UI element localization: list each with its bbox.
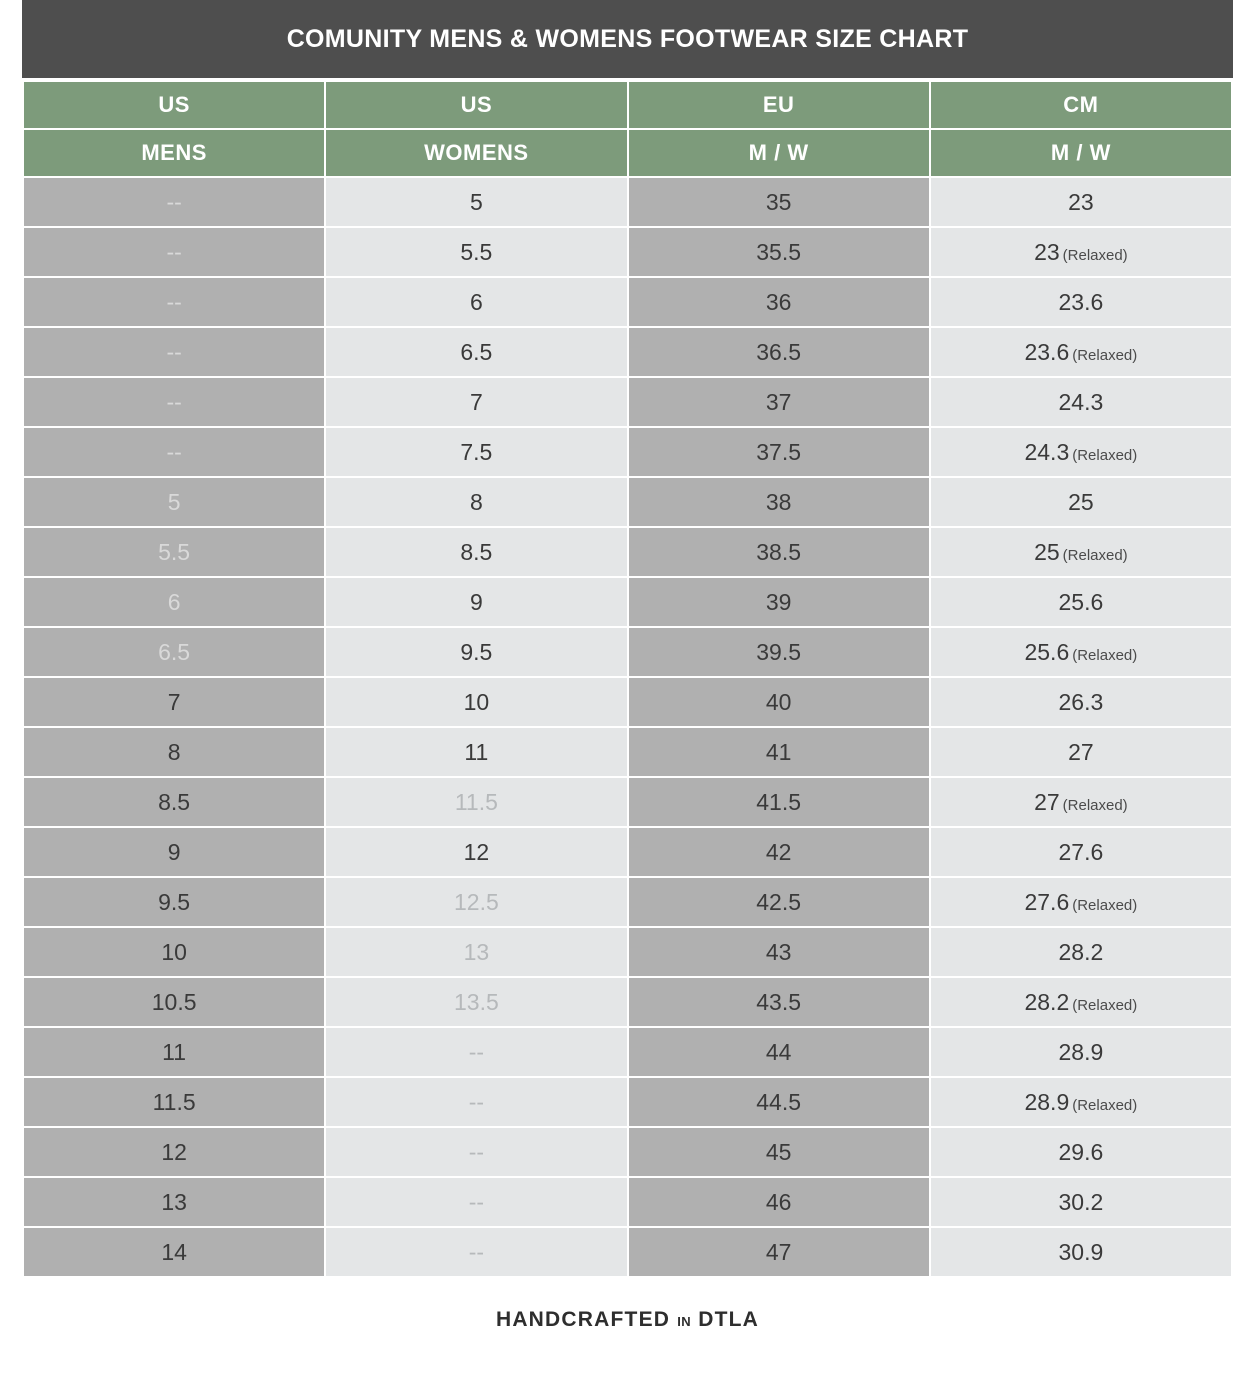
- footer-tagline: [496, 1308, 759, 1332]
- cell-cm-note: (Relaxed): [1072, 646, 1138, 664]
- cell-us-womens: [326, 1128, 626, 1176]
- cell-eu: [629, 628, 929, 676]
- cell-cm-value: 30.9: [1058, 1238, 1104, 1265]
- cell-us-mens: [24, 1228, 324, 1276]
- cell-us-mens: [24, 928, 324, 976]
- cell-cm: [931, 228, 1231, 276]
- cell-cm: [931, 1128, 1231, 1176]
- cell-cm: [931, 428, 1231, 476]
- header-us-womens-label: WOMENS: [326, 130, 626, 176]
- table-row: [24, 778, 1231, 826]
- cell-us-mens: [24, 478, 324, 526]
- cell-cm-value: 23: [1068, 188, 1094, 215]
- header-eu-unit: EU: [629, 82, 929, 128]
- table-row: [24, 678, 1231, 726]
- cell-cm-note: (Relaxed): [1062, 246, 1128, 264]
- cell-us-womens: [326, 228, 626, 276]
- table-row: [24, 328, 1231, 376]
- cell-eu: [629, 1178, 929, 1226]
- cell-eu-value: 35.5: [756, 238, 801, 265]
- cell-us-mens: [24, 828, 324, 876]
- table-row: [24, 528, 1231, 576]
- cell-us-mens: [24, 1028, 324, 1076]
- cell-eu: [629, 1228, 929, 1276]
- cell-us-mens: [24, 1178, 324, 1226]
- cell-cm: [931, 628, 1231, 676]
- header-us-womens-unit: US: [326, 82, 626, 128]
- cell-us-womens: [326, 928, 626, 976]
- cell-us-mens-value: 9.5: [158, 888, 191, 915]
- cell-eu-value: 42.5: [756, 888, 801, 915]
- table-row: [24, 628, 1231, 676]
- cell-us-womens: [326, 978, 626, 1026]
- cell-eu: [629, 1128, 929, 1176]
- cell-cm-value: 23.6: [1058, 288, 1104, 315]
- header-row-line1: [24, 82, 1231, 128]
- cell-eu: [629, 978, 929, 1026]
- cell-eu: [629, 728, 929, 776]
- cell-cm: [931, 1028, 1231, 1076]
- cell-us-womens-value: 11.5: [454, 788, 498, 815]
- header-row-line2: [24, 130, 1231, 176]
- cell-eu: [629, 678, 929, 726]
- cell-us-mens: [24, 778, 324, 826]
- cell-us-mens-value: --: [166, 338, 182, 365]
- cell-us-mens: [24, 728, 324, 776]
- footer: [22, 1278, 1233, 1350]
- cell-cm: [931, 478, 1231, 526]
- cell-eu-value: 42: [765, 838, 792, 865]
- cell-us-womens: [326, 378, 626, 426]
- table-row: [24, 728, 1231, 776]
- table-row: [24, 1078, 1231, 1126]
- cell-us-mens-value: 11.5: [152, 1088, 196, 1115]
- table-row: [24, 278, 1231, 326]
- cell-eu: [629, 878, 929, 926]
- cell-cm-value: 27: [1034, 788, 1060, 815]
- cell-cm-value: 30.2: [1058, 1188, 1104, 1215]
- cell-cm-value: 25.6: [1024, 638, 1070, 665]
- cell-us-womens-value: 13: [463, 938, 490, 965]
- cell-us-womens-value: --: [468, 1088, 485, 1115]
- cell-cm-value: 29.6: [1058, 1138, 1104, 1165]
- cell-us-womens-value: --: [468, 1138, 485, 1165]
- cell-us-womens-value: 5.5: [460, 238, 493, 265]
- cell-eu: [629, 928, 929, 976]
- cell-us-womens: [326, 328, 626, 376]
- cell-eu-value: 45: [765, 1138, 792, 1165]
- cell-eu-value: 44.5: [756, 1088, 801, 1115]
- cell-us-womens: [326, 828, 626, 876]
- header-cm-label: M / W: [931, 130, 1231, 176]
- table-row: [24, 228, 1231, 276]
- cell-us-womens: [326, 1078, 626, 1126]
- cell-cm-note: (Relaxed): [1062, 546, 1128, 564]
- cell-cm-value: 25.6: [1058, 588, 1104, 615]
- cell-us-mens-value: 7: [167, 688, 181, 715]
- table-row: [24, 928, 1231, 976]
- cell-us-mens: [24, 178, 324, 226]
- cell-eu: [629, 578, 929, 626]
- cell-cm: [931, 378, 1231, 426]
- cell-cm: [931, 1178, 1231, 1226]
- cell-us-womens-value: 9.5: [460, 638, 493, 665]
- cell-cm: [931, 1228, 1231, 1276]
- cell-cm-note: (Relaxed): [1072, 996, 1138, 1014]
- cell-us-mens: [24, 1078, 324, 1126]
- cell-us-mens: [24, 228, 324, 276]
- cell-cm: [931, 278, 1231, 326]
- cell-cm: [931, 1078, 1231, 1126]
- table-row: [24, 428, 1231, 476]
- cell-eu: [629, 378, 929, 426]
- cell-cm: [931, 178, 1231, 226]
- cell-us-womens-value: 6: [469, 288, 483, 315]
- cell-us-mens-value: 14: [161, 1238, 187, 1265]
- cell-us-womens: [326, 528, 626, 576]
- table-row: [24, 478, 1231, 526]
- cell-eu: [629, 828, 929, 876]
- cell-cm-value: 25: [1034, 538, 1060, 565]
- cell-us-mens-value: 10.5: [151, 988, 197, 1015]
- size-chart-table: [22, 80, 1233, 1278]
- cell-cm: [931, 828, 1231, 876]
- cell-cm: [931, 678, 1231, 726]
- cell-eu-value: 46: [765, 1188, 792, 1215]
- cell-eu: [629, 528, 929, 576]
- header-cm-unit: CM: [931, 82, 1231, 128]
- cell-eu-value: 44: [765, 1038, 792, 1065]
- cell-us-mens-value: 13: [161, 1188, 187, 1215]
- cell-us-womens: [326, 1028, 626, 1076]
- cell-us-womens-value: 7: [469, 388, 483, 415]
- header-us-mens-label: MENS: [24, 130, 324, 176]
- cell-eu-value: 41.5: [756, 788, 801, 815]
- cell-cm-note: (Relaxed): [1072, 446, 1138, 464]
- cell-cm-value: 23.6: [1024, 338, 1070, 365]
- cell-us-mens: [24, 678, 324, 726]
- cell-cm-value: 27.6: [1058, 838, 1104, 865]
- cell-us-womens-value: 8: [469, 488, 483, 515]
- cell-cm-note: (Relaxed): [1062, 796, 1128, 814]
- cell-eu-value: 47: [765, 1238, 792, 1265]
- cell-us-mens: [24, 1128, 324, 1176]
- cell-us-mens-value: 10: [161, 938, 187, 965]
- cell-us-mens: [24, 978, 324, 1026]
- cell-us-womens: [326, 428, 626, 476]
- cell-us-womens: [326, 278, 626, 326]
- cell-us-womens-value: 9: [469, 588, 483, 615]
- cell-us-mens: [24, 328, 324, 376]
- cell-us-mens: [24, 628, 324, 676]
- cell-eu-value: 43: [765, 938, 792, 965]
- cell-us-womens-value: 6.5: [460, 338, 493, 365]
- cell-eu: [629, 478, 929, 526]
- cell-us-mens-value: 8: [167, 738, 181, 765]
- cell-us-womens: [326, 1178, 626, 1226]
- cell-eu-value: 36.5: [756, 338, 801, 365]
- cell-us-mens-value: --: [166, 388, 182, 415]
- cell-us-mens-value: --: [166, 188, 182, 215]
- cell-us-mens-value: --: [166, 238, 182, 265]
- cell-us-womens: [326, 728, 626, 776]
- cell-us-womens-value: 12: [463, 838, 490, 865]
- cell-us-mens: [24, 878, 324, 926]
- cell-us-womens-value: 8.5: [460, 538, 493, 565]
- cell-cm-note: (Relaxed): [1072, 896, 1138, 914]
- cell-eu: [629, 178, 929, 226]
- cell-eu-value: 40: [765, 688, 792, 715]
- cell-cm: [931, 528, 1231, 576]
- cell-us-womens: [326, 1228, 626, 1276]
- cell-eu-value: 37: [765, 388, 792, 415]
- cell-us-womens-value: 13.5: [453, 988, 499, 1015]
- cell-us-mens-value: --: [166, 438, 182, 465]
- cell-us-womens-value: 10: [463, 688, 490, 715]
- cell-us-mens: [24, 378, 324, 426]
- cell-us-mens: [24, 528, 324, 576]
- cell-eu-value: 39.5: [756, 638, 801, 665]
- cell-us-mens-value: 12: [161, 1138, 187, 1165]
- cell-cm: [931, 778, 1231, 826]
- table-row: [24, 1228, 1231, 1276]
- cell-eu: [629, 1028, 929, 1076]
- table-row: [24, 578, 1231, 626]
- cell-us-mens-value: 5: [167, 488, 181, 515]
- cell-us-womens: [326, 178, 626, 226]
- cell-us-womens: [326, 478, 626, 526]
- cell-cm: [931, 578, 1231, 626]
- cell-us-mens-value: 6.5: [158, 638, 191, 665]
- table-row: [24, 178, 1231, 226]
- cell-us-mens: [24, 578, 324, 626]
- cell-us-womens: [326, 878, 626, 926]
- cell-cm-value: 27: [1068, 738, 1094, 765]
- cell-cm-note: (Relaxed): [1072, 346, 1138, 364]
- table-row: [24, 828, 1231, 876]
- cell-eu: [629, 1078, 929, 1126]
- cell-us-womens: [326, 678, 626, 726]
- table-header: [24, 82, 1231, 176]
- cell-cm-value: 28.9: [1058, 1038, 1104, 1065]
- cell-cm: [931, 928, 1231, 976]
- cell-cm-value: 28.2: [1024, 988, 1070, 1015]
- table-row: [24, 878, 1231, 926]
- cell-eu-value: 38.5: [756, 538, 801, 565]
- cell-cm-value: 23: [1034, 238, 1060, 265]
- cell-us-mens-value: 6: [167, 588, 181, 615]
- cell-us-mens-value: 5.5: [158, 538, 191, 565]
- table-row: [24, 1028, 1231, 1076]
- cell-us-womens: [326, 778, 626, 826]
- cell-us-womens: [326, 578, 626, 626]
- cell-eu-value: 38: [765, 488, 792, 515]
- cell-cm-value: 24.3: [1024, 438, 1070, 465]
- cell-eu-value: 35: [765, 188, 792, 215]
- cell-eu: [629, 778, 929, 826]
- cell-cm-note: (Relaxed): [1072, 1096, 1138, 1114]
- footer-in: IN: [677, 1314, 692, 1329]
- table-row: [24, 378, 1231, 426]
- cell-eu-value: 36: [765, 288, 792, 315]
- cell-eu-value: 37.5: [756, 438, 801, 465]
- cell-us-mens: [24, 428, 324, 476]
- cell-eu: [629, 328, 929, 376]
- footer-handcrafted: HANDCRAFTED: [495, 1308, 671, 1331]
- cell-us-womens-value: --: [468, 1038, 485, 1065]
- cell-eu-value: 43.5: [756, 988, 801, 1015]
- header-us-mens-unit: US: [24, 82, 324, 128]
- cell-us-mens: [24, 278, 324, 326]
- cell-us-womens: [326, 628, 626, 676]
- cell-us-womens-value: 11: [464, 738, 489, 765]
- table-row: [24, 1178, 1231, 1226]
- cell-us-mens-value: --: [166, 288, 182, 315]
- table-row: [24, 1128, 1231, 1176]
- cell-us-mens-value: 11: [162, 1038, 187, 1065]
- cell-eu: [629, 278, 929, 326]
- cell-us-mens-value: 9: [167, 838, 181, 865]
- header-eu-label: M / W: [629, 130, 929, 176]
- cell-cm: [931, 878, 1231, 926]
- table-row: [24, 978, 1231, 1026]
- cell-cm-value: 24.3: [1058, 388, 1104, 415]
- cell-us-womens-value: 12.5: [453, 888, 499, 915]
- footer-dtla: DTLA: [698, 1308, 760, 1331]
- cell-eu: [629, 228, 929, 276]
- cell-cm: [931, 328, 1231, 376]
- cell-eu: [629, 428, 929, 476]
- cell-cm: [931, 728, 1231, 776]
- table-body: [24, 178, 1231, 1276]
- cell-cm-value: 25: [1068, 488, 1094, 515]
- cell-us-womens-value: --: [468, 1188, 485, 1215]
- cell-cm-value: 26.3: [1058, 688, 1104, 715]
- cell-cm-value: 28.9: [1024, 1088, 1070, 1115]
- cell-cm-value: 28.2: [1058, 938, 1104, 965]
- chart-title: COMUNITY MENS & WOMENS FOOTWEAR SIZE CHART: [22, 0, 1233, 78]
- cell-us-womens-value: 5: [469, 188, 483, 215]
- cell-eu-value: 39: [765, 588, 792, 615]
- cell-eu-value: 41: [765, 738, 792, 765]
- cell-us-womens-value: --: [468, 1238, 485, 1265]
- cell-us-womens-value: 7.5: [460, 438, 493, 465]
- cell-cm: [931, 978, 1231, 1026]
- cell-us-mens-value: 8.5: [158, 788, 191, 815]
- cell-cm-value: 27.6: [1024, 888, 1070, 915]
